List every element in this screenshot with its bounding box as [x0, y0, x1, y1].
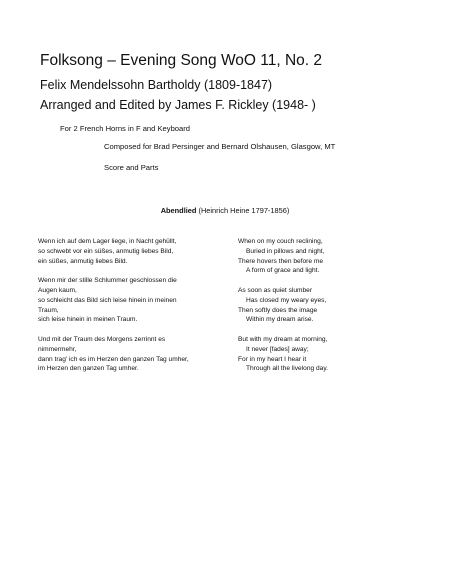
german-stanza: [38, 276, 228, 325]
english-poem-line: Buried in pillows and night,: [246, 247, 325, 255]
composer-line: Felix Mendelssohn Bartholdy (1809-1847): [40, 78, 273, 92]
english-poem-line: Then softly does the image: [238, 306, 318, 314]
english-poem-line: A form of grace and light.: [246, 267, 320, 275]
german-poem-line: ein süßes, anmutig liebes Bild.: [38, 257, 128, 265]
english-poem-line: When on my couch reclining,: [238, 238, 323, 245]
arranger-line: Arranged and Edited by James F. Rickley (1948- ): [40, 98, 316, 112]
poem-title: Abendlied: [160, 206, 197, 215]
english-stanza: [238, 286, 398, 325]
english-poem-line: As soon as quiet slumber: [238, 286, 313, 294]
german-stanza: [38, 335, 228, 374]
german-poem-line: Wenn mir der stille Schlummer geschlossen die: [38, 277, 177, 285]
german-poem-line: so schwebt vor ein süßes, anmutig liebes Bild,: [38, 247, 174, 255]
german-poem-line: sich leise hinein in meinen Traum.: [38, 316, 138, 324]
german-text-column: [38, 237, 228, 384]
english-poem-line: But with my dream at morning,: [238, 335, 328, 343]
english-poem-line: For in my heart I hear it: [238, 355, 307, 363]
score-and-parts-line: Score and Parts: [104, 163, 159, 172]
english-poem-line: Within my dream arise.: [246, 316, 314, 324]
german-poem-line: im Herzen den ganzen Tag umher.: [38, 365, 139, 373]
instrumentation-line: For 2 French Horns in F and Keyboard: [60, 124, 190, 133]
german-poem-line: Und mit der Traum des Morgens zerrinnt es: [38, 335, 166, 343]
english-poem-line: It never [fades] away;: [246, 345, 309, 353]
poem-attribution: (Heinrich Heine 1797-1856): [198, 206, 290, 215]
german-poem-line: Wenn ich auf dem Lager liege, in Nacht gehüllt,: [38, 238, 177, 245]
english-poem-line: Has closed my weary eyes,: [246, 296, 327, 304]
dedication-line: Composed for Brad Persinger and Bernard Olshausen, Glasgow, MT: [104, 142, 336, 151]
german-poem-line: Traum,: [38, 306, 59, 314]
poem-heading: [0, 206, 450, 216]
german-poem-line: Augen kaum,: [38, 286, 77, 294]
page-title: Folksong – Evening Song WoO 11, No. 2: [40, 52, 323, 69]
german-stanza: [38, 237, 228, 266]
german-poem-line: nimmermehr,: [38, 345, 77, 353]
german-poem-line: dann trag' ich es im Herzen den ganzen Tag umher,: [38, 355, 189, 363]
english-stanza: [238, 237, 398, 276]
german-poem-line: so schleicht das Bild sich leise hinein in meinen: [38, 296, 177, 304]
english-stanza: [238, 335, 398, 374]
english-poem-line: There hovers then before me: [238, 257, 324, 265]
english-poem-line: Through all the livelong day.: [246, 365, 328, 373]
english-text-column: [238, 237, 398, 384]
